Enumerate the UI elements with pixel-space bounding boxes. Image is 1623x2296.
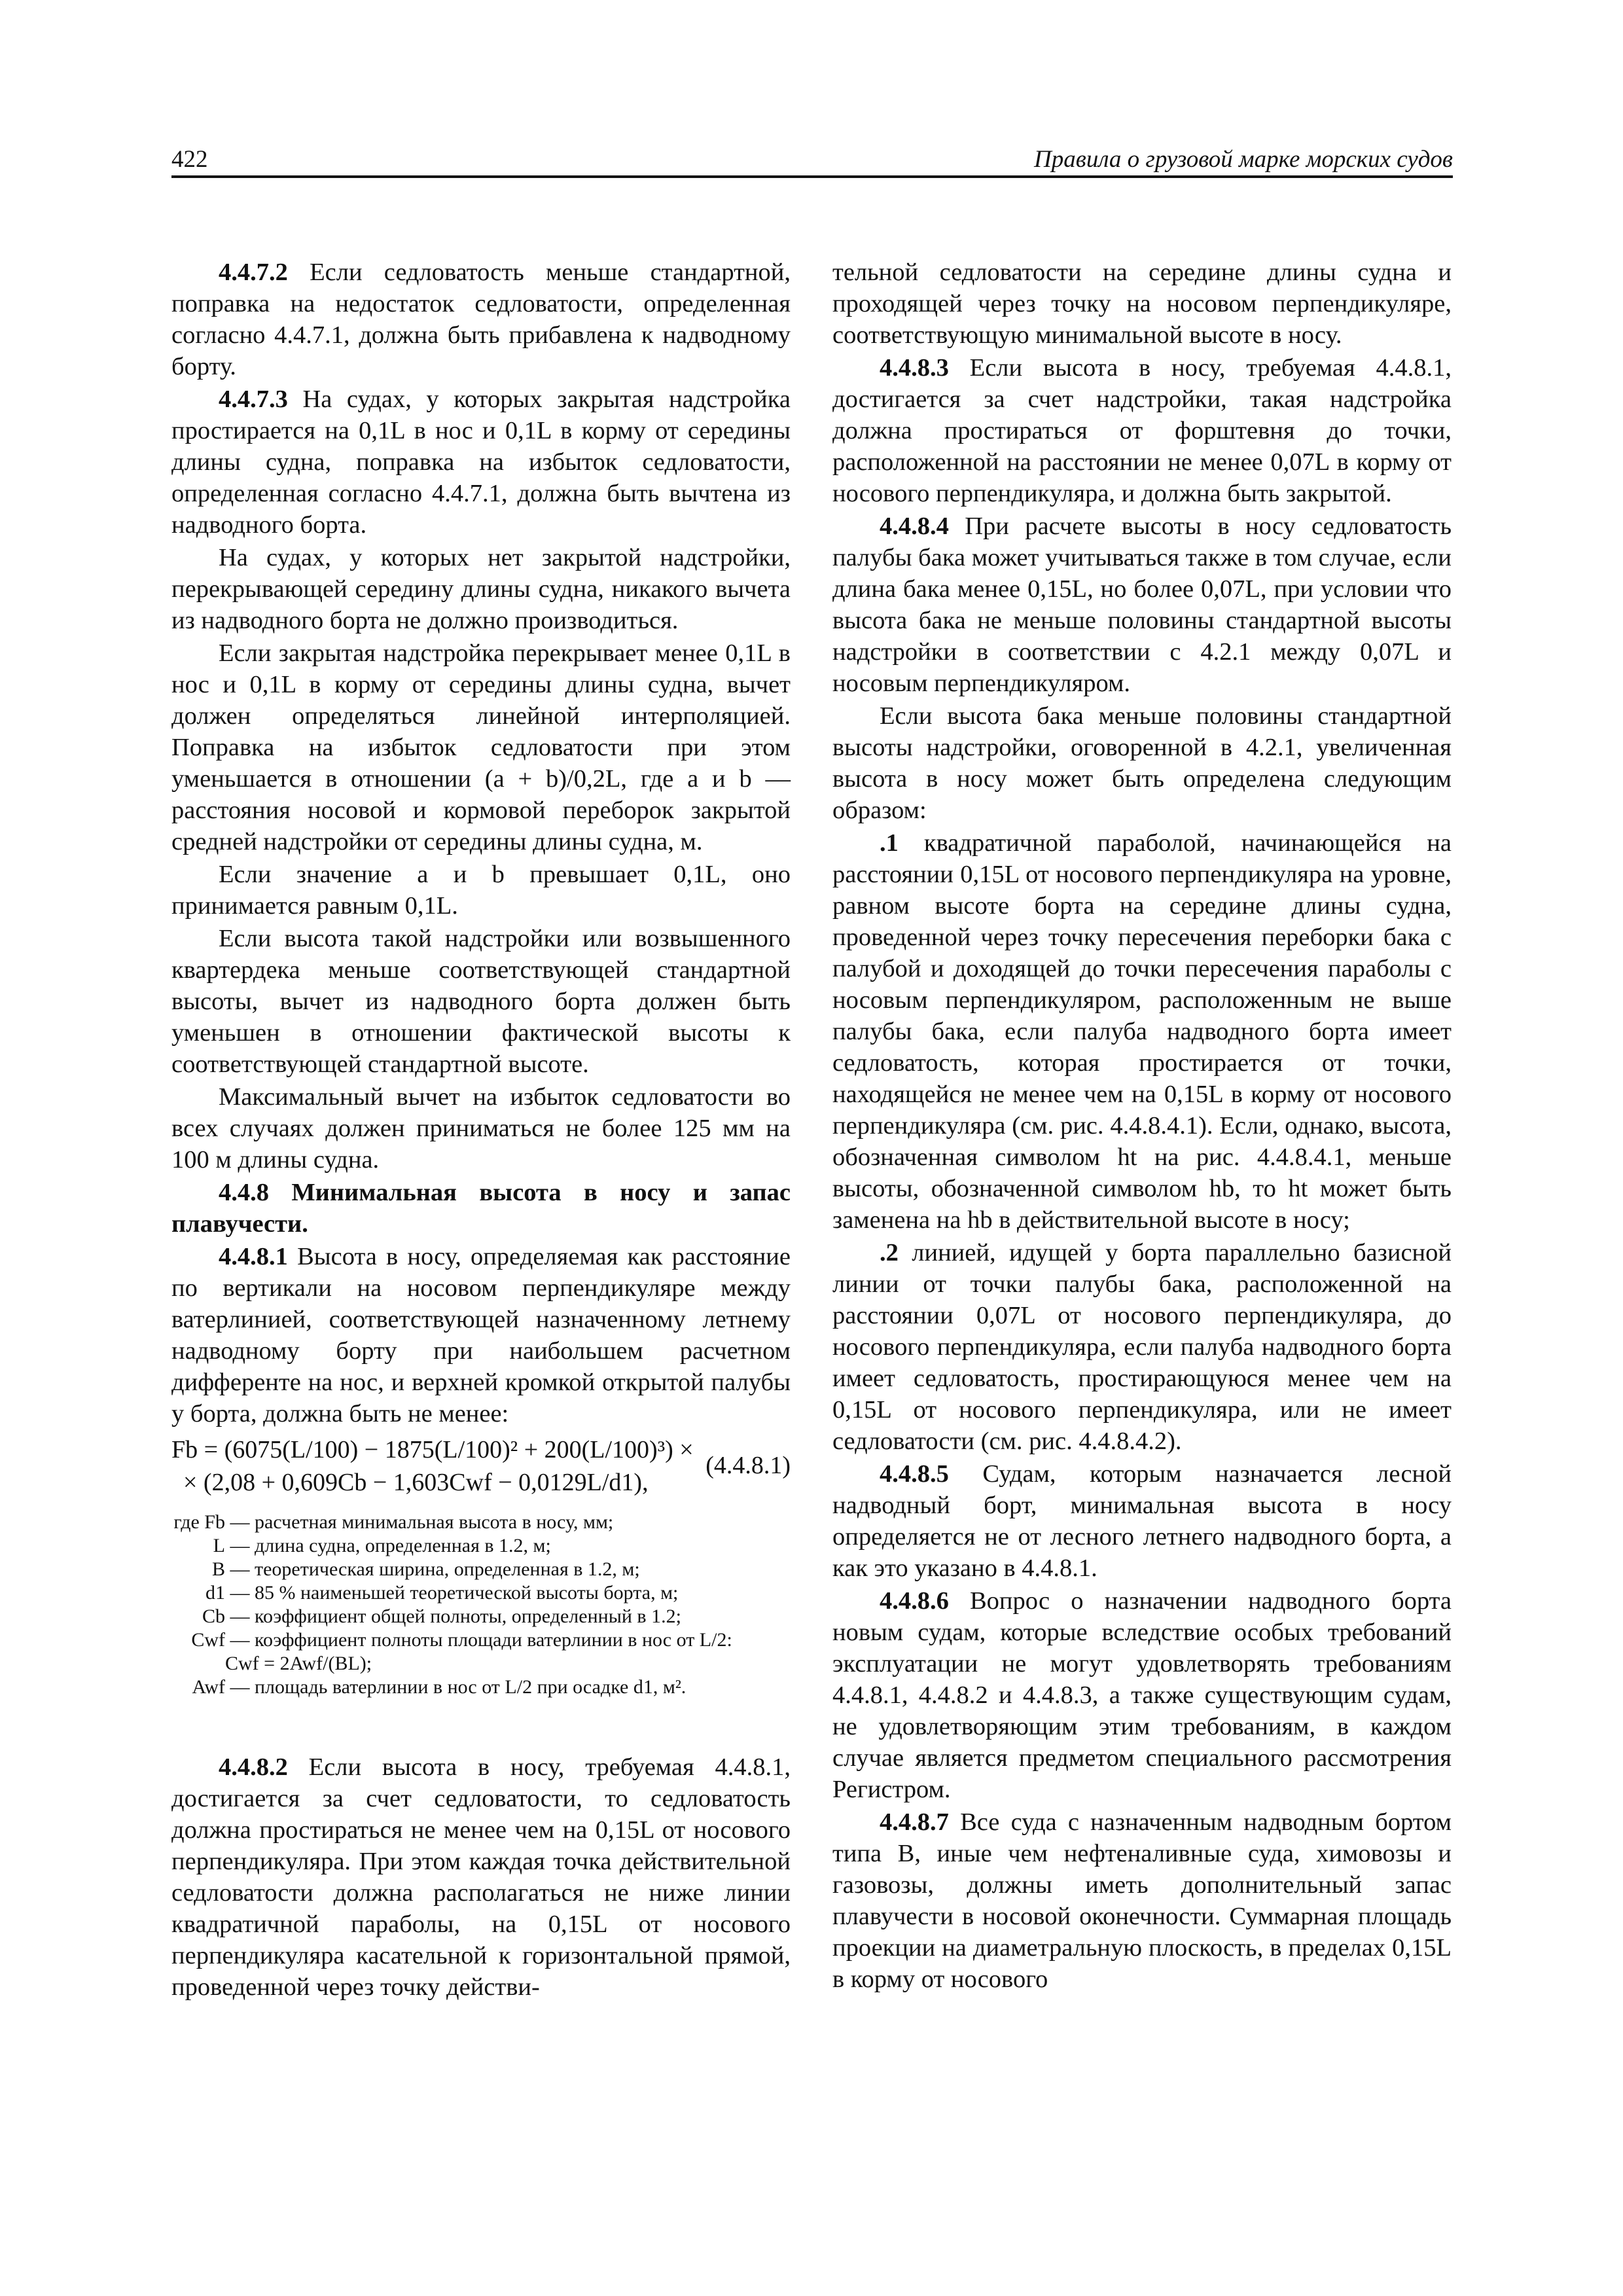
paragraph-text: При расчете высоты в носу седловатость палубы бака может учитываться также в том случае, если длина бака менее 0,15L, но более 0,07L, при условии что высота бака не меньше половины стандартной высоты надстройки в соответствии с 4.2.1 между 0,07L и носовым перпендикуляром. [832, 512, 1452, 697]
paragraph-a-b-limit: Если значение a и b превышает 0,1L, оно принимается равным 0,1L. [171, 861, 791, 920]
paragraph-height-reduction: Если высота такой надстройки или возвышенного квартердека меньше соответствующей стандартной высоты, вычет из надводного борта должен быть уменьшен в отношении фактической высоты к соответствующей стандартной высоте. [171, 925, 791, 1078]
paragraph-4-4-8-1 [171, 1241, 791, 1429]
paragraph-item-2 [832, 1237, 1452, 1457]
clause-number: 4.4.8.2 [219, 1753, 288, 1781]
definition-b [171, 1558, 791, 1581]
definition-text: — 85 % наименьшей теоретической высоты борта, м; [225, 1582, 679, 1604]
clause-number: 4.4.7.2 [219, 259, 288, 286]
definition-symbol: B [211, 1558, 225, 1580]
clause-number: 4.4.8.1 [219, 1243, 288, 1270]
formula-definitions [171, 1511, 791, 1699]
paragraph-text: Если седловатость меньше стандартной, поправка на недостаток седловатости, определенная согласно 4.4.7.1, должна быть прибавлена к надводному борту. [171, 259, 791, 380]
paragraph-text: Судам, которым назначается лесной надводный борт, минимальная высота в носу определяется не от лесного летнего надводного борта, а как это указано в 4.4.8.1. [832, 1460, 1452, 1582]
paragraph-continuation: тельной седловатости на середине длины судна и проходящей через точку на носовом перпендикуляре, соответствующую минимальной высоте в носу. [832, 259, 1452, 349]
paragraph-4-4-8-4 [832, 511, 1452, 699]
definition-symbol: Awf [192, 1676, 225, 1698]
paragraph-no-superstructure: На судах, у которых нет закрытой надстройки, перекрывающей середину длины судна, никакого вычета из надводного борта не должно производиться. [171, 544, 791, 634]
formula-line-1: Fb = (6075(L/100) − 1875(L/100)² + 200(L/100)³) × [171, 1436, 694, 1463]
paragraph-4-4-8-5 [832, 1458, 1452, 1584]
paragraph-4-4-7-3 [171, 384, 791, 541]
definition-text: — коэффициент общей полноты, определенный в 1.2; [225, 1605, 681, 1627]
paragraph-text: Вопрос о назначении надводного борта новым судам, которые вследствие особых требований эксплуатации не могут удовлетворять требованиям 4.4.8.1, 4.4.8.2 и 4.4.8.3, а также существующим судам, не удовлетворяющим этим требованиям, в каждом случае является предметом специального рассмотрения Регистром. [832, 1587, 1452, 1803]
definition-cb [171, 1605, 791, 1628]
paragraph-item-1 [832, 827, 1452, 1236]
paragraph-text: Если высота в носу, требуемая 4.4.8.1, достигается за счет седловатости, то седловатость должна простираться не менее чем на 0,15L от носового перпендикуляра. При этом каждая точка действительной седловатости должна располагаться не ниже линии квадратичной параболы, на 0,15L от носового перпендикуляра касательной к горизонтальной прямой, проведенной через точку действи- [171, 1753, 791, 2001]
item-number: .1 [880, 829, 899, 857]
clause-number: 4.4.8.3 [880, 354, 949, 382]
paragraph-text: Все суда с назначенным надводным бортом типа B, иные чем нефтеналивные суда, химовозы и газовозы, должны иметь дополнительный запас плавучести в носовой оконечности. Суммарная площадь проекции на диаметральную плоскость, в пределах 0,15L в корму от носового [832, 1808, 1452, 1993]
definition-awf [171, 1676, 791, 1699]
paragraph-max-deduction: Максимальный вычет на избыток седловатости во всех случаях должен приниматься не более 125 мм на 100 м длины судна. [171, 1083, 791, 1174]
definition-text: — коэффициент полноты площади ватерлинии в нос от L/2: [225, 1629, 732, 1651]
running-title: Правила о грузовой марке морских судов [1034, 146, 1453, 173]
header-rule [171, 175, 1453, 178]
definition-symbol: Cb [202, 1605, 225, 1627]
right-column [832, 257, 1452, 1996]
definition-symbol: Cwf [191, 1629, 225, 1651]
formula-number: (4.4.8.1) [705, 1452, 791, 1479]
definition-symbol: L [213, 1535, 225, 1556]
clause-number: 4.4.8.6 [880, 1587, 949, 1615]
definition-fb [171, 1511, 791, 1534]
definition-text: — площадь ватерлинии в нос от L/2 при осадке d1, м². [225, 1676, 687, 1698]
definition-text: — длина судна, определенная в 1.2, м; [225, 1535, 551, 1556]
definition-symbol: где Fb [173, 1511, 225, 1533]
definition-d1 [171, 1581, 791, 1605]
paragraph-forecastle-height: Если высота бака меньше половины стандартной высоты надстройки, оговоренной в 4.2.1, увеличенная высота в носу может быть определена следующим образом: [832, 702, 1452, 824]
paragraph-4-4-7-2 [171, 257, 791, 382]
formula-4-4-8-1 [171, 1433, 791, 1501]
paragraph-text: На судах, у которых закрытая надстройка простирается на 0,1L в нос и 0,1L в корму от середины длины судна, поправка на избыток седловатости, определенная согласно 4.4.7.1, должна быть вычтена из надводного борта. [171, 386, 791, 539]
clause-number: 4.4.8.5 [880, 1460, 949, 1488]
paragraph-4-4-8-2 [171, 1751, 791, 2003]
definition-l [171, 1534, 791, 1558]
definition-text: — теоретическая ширина, определенная в 1.2, м; [225, 1558, 640, 1580]
left-column [171, 257, 791, 2004]
paragraph-text: Если высота в носу, требуемая 4.4.8.1, достигается за счет надстройки, такая надстройка должна простираться от форштевня до точки, расположенной на расстоянии не менее 0,07L в корму от носового перпендикуляра, и должна быть закрытой. [832, 354, 1452, 507]
paragraph-text: Высота в носу, определяемая как расстояние по вертикали на носовом перпендикуляре между ватерлинией, соответствующей назначенному летнему надводному борту при наибольшем расчетном дифференте на нос, и верхней кромкой открытой палубы у борта, должна быть не менее: [171, 1243, 791, 1427]
clause-number: 4.4.8.4 [880, 512, 949, 540]
clause-number: 4.4.7.3 [219, 386, 288, 413]
definition-cwf-formula: Cwf = 2Awf/(BL); [225, 1653, 372, 1674]
section-heading-4-4-8: 4.4.8 Минимальная высота в носу и запас плавучести. [171, 1179, 791, 1238]
item-number: .2 [880, 1239, 899, 1266]
paragraph-text: квадратичной параболой, начинающейся на расстоянии 0,15L от носового перпендикуляра на уровне, равном высоте борта на середине длины судна, проведенной через точку пересечения переборки бака с палубой и доходящей до точки пересечения параболы с носовым перпендикуляром, расположенным не выше палубы бака, если палуба надводного борта имеет седловатость, которая простирается от точки, находящейся не менее чем на 0,15L в корму от носового перпендикуляра (см. рис. 4.4.8.4.1). Если, однако, высота, обозначенная символом ht на рис. 4.4.8.4.1, меньше высоты, обозначенной символом hb, то ht может быть заменена на hb в действительной высоте в носу; [832, 829, 1452, 1234]
definition-cwf [171, 1628, 791, 1652]
paragraph-4-4-8-6 [832, 1585, 1452, 1805]
paragraph-4-4-8-3 [832, 352, 1452, 509]
definition-symbol: d1 [205, 1582, 225, 1604]
formula-line-2: × (2,08 + 0,609Cb − 1,603Cwf − 0,0129L/d1), [183, 1469, 649, 1496]
paragraph-4-4-8-7 [832, 1806, 1452, 1995]
paragraph-text: линией, идущей у борта параллельно базисной линии от точки палубы бака, расположенной на расстоянии 0,07L от носового перпендикуляра, до носового перпендикуляра, если палуба надводного борта имеет седловатость, простирающуюся менее чем на 0,15L от носового перпендикуляра, или не имеет седловатости (см. рис. 4.4.8.4.2). [832, 1239, 1452, 1455]
page-number: 422 [171, 146, 208, 173]
definition-text: — расчетная минимальная высота в носу, мм; [225, 1511, 614, 1533]
clause-number: 4.4.8.7 [880, 1808, 949, 1836]
paragraph-interpolation: Если закрытая надстройка перекрывает менее 0,1L в нос и 0,1L в корму от середины длины судна, вычет должен определяться линейной интерполяцией. Поправка на избыток седловатости при этом уменьшается в отношении (a + b)/0,2L, где a и b — расстояния носовой и кормовой переборок закрытой средней надстройки от середины длины судна, м. [171, 639, 791, 855]
